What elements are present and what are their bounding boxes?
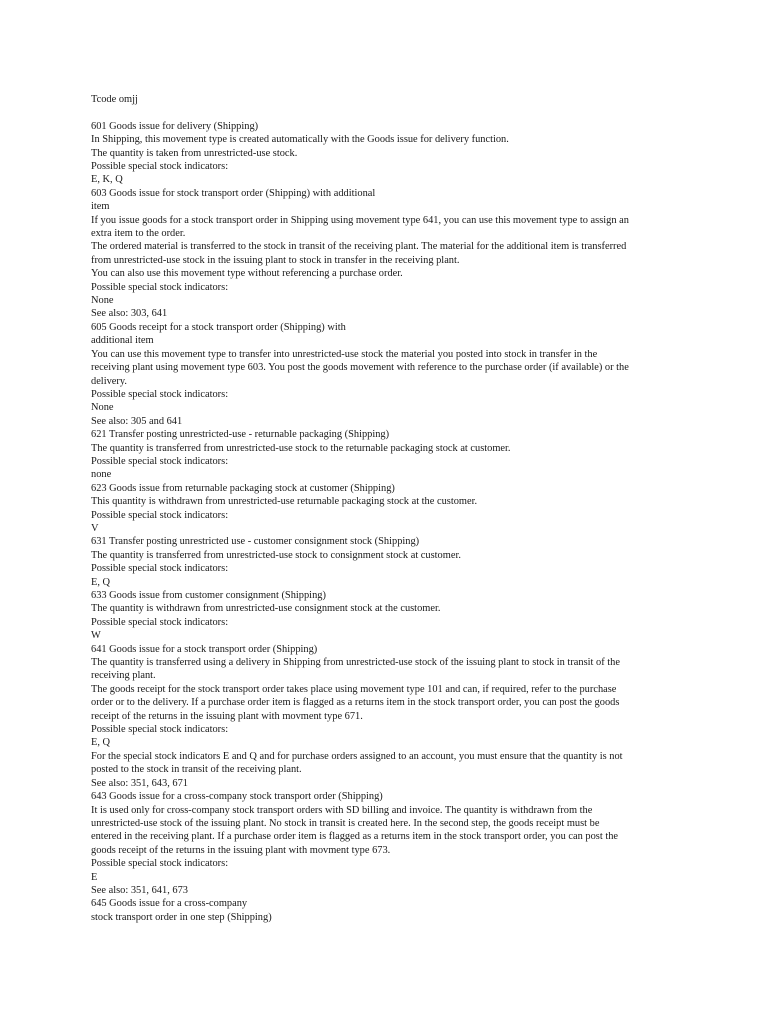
text-line: None: [91, 295, 114, 307]
text-line: Possible special stock indicators:: [91, 509, 229, 521]
text-line: goods receipt of the returns in the issuing plant with movment type 673.: [91, 844, 391, 856]
text-line: entered in the receiving plant. If a purchase order item is flagged as a returns item in the stock transport order, you can post the: [91, 831, 619, 843]
text-line: unrestricted-use stock of the issuing plant. No stock in transit is created here. In the second step, the goods receipt must be: [91, 817, 600, 829]
text-line: E: [91, 871, 98, 883]
text-line: 603 Goods issue for stock transport order (Shipping) with additional: [91, 187, 376, 199]
text-line: E, K, Q: [91, 174, 123, 186]
text-line: V: [91, 522, 99, 534]
text-line: 623 Goods issue from returnable packaging stock at customer (Shipping): [91, 482, 395, 494]
text-line: Possible special stock indicators:: [91, 281, 229, 293]
text-line: The quantity is withdrawn from unrestricted-use consignment stock at the customer.: [91, 603, 441, 615]
text-line: stock transport order in one step (Shipping): [91, 911, 272, 923]
text-line: order or to the delivery. If a purchase order item is flagged as a returns item in the stock transport order, you can post the goods: [91, 697, 620, 709]
text-line: If you issue goods for a stock transport order in Shipping using movement type 641, you can use this movement type to assign an: [91, 214, 629, 226]
text-line: Possible special stock indicators:: [91, 616, 229, 628]
text-line: None: [91, 402, 114, 414]
text-line: 641 Goods issue for a stock transport order (Shipping): [91, 643, 318, 655]
text-line: The goods receipt for the stock transport order takes place using movement type 101 and can, if required, refer to the purchase: [91, 683, 617, 695]
text-line: 621 Transfer posting unrestricted-use - returnable packaging (Shipping): [91, 429, 390, 441]
text-line: item: [91, 201, 110, 213]
text-line: Possible special stock indicators:: [91, 858, 229, 870]
text-line: 645 Goods issue for a cross-company: [91, 898, 248, 910]
document-title: Tcode omjj: [91, 94, 138, 105]
text-line: It is used only for cross-company stock transport orders with SD billing and invoice. The quantity is withdrawn from the: [91, 804, 593, 816]
text-line: Possible special stock indicators:: [91, 388, 229, 400]
text-line: Possible special stock indicators:: [91, 563, 229, 575]
text-line: See also: 305 and 641: [91, 415, 183, 427]
text-line: See also: 303, 641: [91, 308, 168, 320]
text-line: The ordered material is transferred to the stock in transit of the receiving plant. The material for the additional item is transferred: [91, 241, 627, 253]
text-line: This quantity is withdrawn from unrestricted-use returnable packaging stock at the customer.: [91, 496, 478, 508]
text-line: E, Q: [91, 576, 111, 588]
text-line: none: [91, 469, 112, 481]
text-line: W: [91, 630, 101, 642]
text-line: E, Q: [91, 737, 111, 749]
text-line: 643 Goods issue for a cross-company stock transport order (Shipping): [91, 791, 383, 803]
text-line: See also: 351, 641, 673: [91, 884, 188, 896]
text-line: receiving plant using movement type 603. You post the goods movement with reference to the purchase order (if available) or the: [91, 362, 629, 374]
text-line: You can use this movement type to transfer into unrestricted-use stock the material you posted into stock in transfer in the: [91, 348, 598, 360]
text-line: delivery.: [91, 375, 127, 387]
text-line: Possible special stock indicators:: [91, 724, 229, 736]
text-line: The quantity is transferred using a delivery in Shipping from unrestricted-use stock of the issuing plant to stock in transit of the: [91, 657, 620, 669]
text-line: receiving plant.: [91, 670, 156, 682]
text-line: See also: 351, 643, 671: [91, 777, 188, 789]
text-line: from unrestricted-use stock in the issuing plant to stock in transfer in the receiving plant.: [91, 254, 460, 266]
text-line: In Shipping, this movement type is created automatically with the Goods issue for delivery function.: [91, 134, 509, 146]
text-line: 631 Transfer posting unrestricted use - customer consignment stock (Shipping): [91, 536, 420, 548]
text-line: The quantity is transferred from unrestricted-use stock to the returnable packaging stock at customer.: [91, 442, 511, 454]
text-line: posted to the stock in transit of the receiving plant.: [91, 764, 302, 776]
text-line: receipt of the returns in the issuing plant with movment type 671.: [91, 710, 363, 722]
text-line: Possible special stock indicators:: [91, 161, 229, 173]
text-line: You can also use this movement type without referencing a purchase order.: [91, 268, 403, 280]
text-line: The quantity is transferred from unrestricted-use stock to consignment stock at customer.: [91, 549, 461, 561]
text-line: For the special stock indicators E and Q and for purchase orders assigned to an account, you must ensure that the quantity is not: [91, 750, 623, 762]
text-line: 605 Goods receipt for a stock transport order (Shipping) with: [91, 321, 346, 333]
text-line: additional item: [91, 335, 154, 347]
text-line: 601 Goods issue for delivery (Shipping): [91, 120, 259, 132]
text-line: Possible special stock indicators:: [91, 455, 229, 467]
text-line: extra item to the order.: [91, 228, 186, 240]
text-line: 633 Goods issue from customer consignment (Shipping): [91, 590, 326, 602]
document-body: [91, 120, 708, 924]
text-line: The quantity is taken from unrestricted-use stock.: [91, 147, 298, 159]
